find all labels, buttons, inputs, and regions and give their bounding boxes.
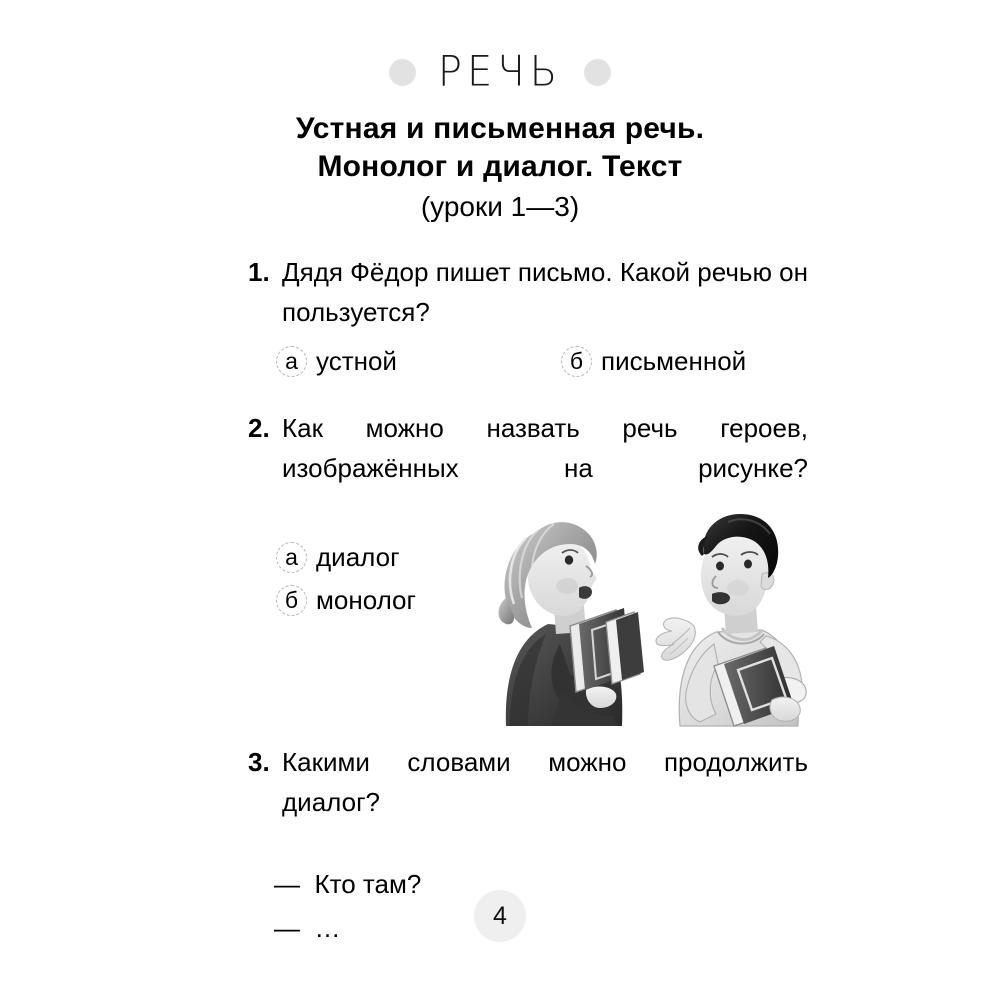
girl-mouth bbox=[579, 586, 592, 599]
option-marker-b[interactable]: б bbox=[561, 346, 592, 377]
boy-cheek bbox=[727, 580, 749, 596]
option-label-b: письменной bbox=[601, 346, 747, 376]
question-1-row bbox=[248, 252, 808, 332]
question-3-text: Какими словами можно продолжить диалог? bbox=[282, 747, 808, 817]
option-label-b: монолог bbox=[316, 585, 416, 615]
dialog-line-1: — Кто там? bbox=[274, 869, 422, 899]
decorative-dot-left-icon bbox=[389, 59, 416, 86]
page-number-badge: 4 bbox=[474, 890, 526, 942]
page-footer bbox=[0, 890, 1000, 942]
question-2-number: 2. bbox=[248, 413, 270, 443]
dialog-illustration bbox=[466, 478, 826, 728]
question-3-number: 3. bbox=[248, 747, 270, 777]
option-marker-b[interactable]: б bbox=[276, 585, 307, 616]
page-title-line-1: Устная и письменная речь. bbox=[295, 112, 705, 145]
option-marker-a[interactable]: а bbox=[276, 346, 307, 377]
option-label-a: диалог bbox=[316, 542, 400, 572]
question-3-row bbox=[248, 742, 808, 862]
section-header bbox=[0, 47, 1000, 97]
boy-eye-right bbox=[744, 560, 752, 569]
decorative-dot-right-icon bbox=[584, 59, 611, 86]
dialog-line-2: — … bbox=[274, 913, 341, 943]
question-2-text: Как можно назвать речь героев, изображённых на рисунке? bbox=[282, 413, 808, 483]
option-label-a: устной bbox=[316, 346, 397, 376]
option-marker-a[interactable]: а bbox=[276, 542, 307, 573]
boy-figure bbox=[656, 514, 806, 726]
girl-cheek bbox=[556, 578, 578, 594]
page-title bbox=[0, 110, 1000, 226]
question-1-text: Дядя Фёдор пишет письмо. Какой речью он пользуется? bbox=[282, 257, 808, 327]
girl-figure bbox=[499, 522, 645, 726]
illustration-svg bbox=[466, 478, 826, 728]
boy-open-hand bbox=[656, 618, 695, 660]
girl-eye bbox=[565, 555, 573, 564]
section-title: РЕЧЬ bbox=[437, 47, 563, 97]
boy-ear bbox=[761, 573, 774, 590]
page-subtitle: (уроки 1—3) bbox=[420, 191, 580, 222]
question-1 bbox=[248, 252, 808, 378]
boy-eye-left bbox=[716, 562, 724, 571]
page-title-line-2: Монолог и диалог. Текст bbox=[317, 150, 683, 183]
boy-hand-right bbox=[770, 697, 800, 721]
question-1-options bbox=[248, 344, 808, 378]
boy-hand-gesture bbox=[656, 618, 695, 660]
question-1-number: 1. bbox=[248, 257, 270, 287]
question-1-option-a[interactable] bbox=[276, 344, 561, 378]
question-1-option-b[interactable] bbox=[561, 344, 746, 378]
